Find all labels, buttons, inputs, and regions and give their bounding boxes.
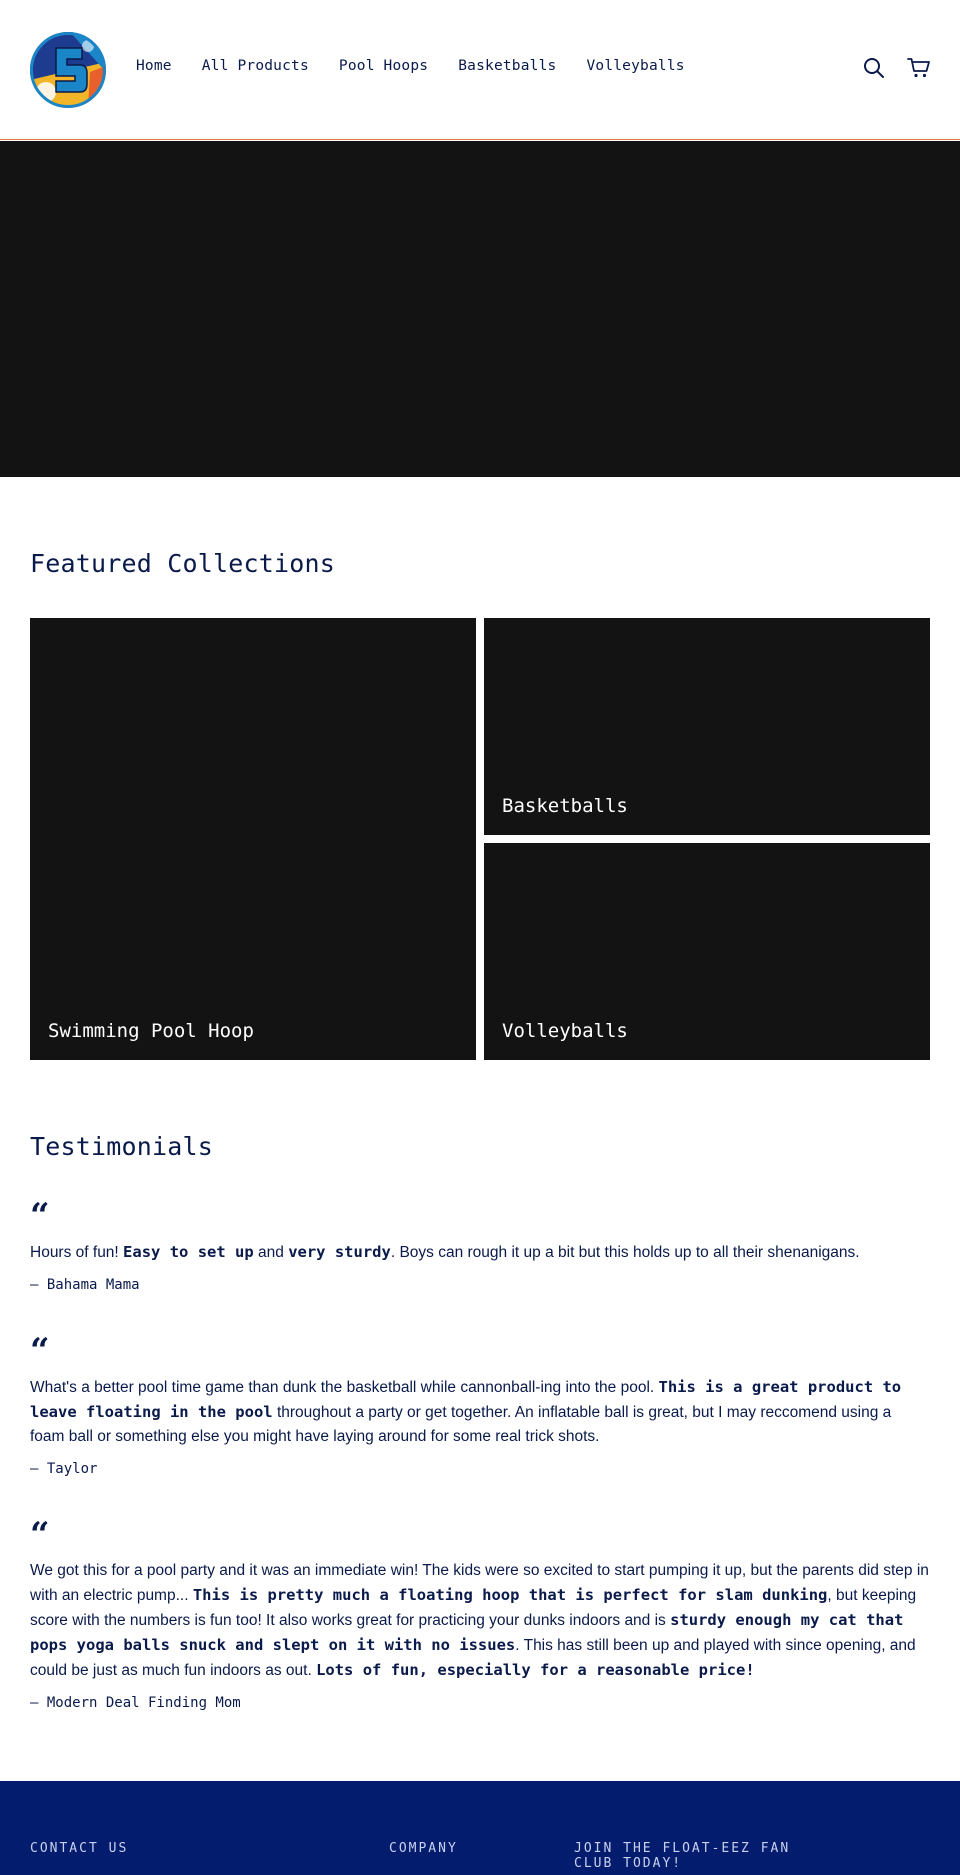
testimonial-text — [30, 1559, 930, 1683]
testimonial — [30, 1196, 930, 1293]
body-text: Hours of fun! — [30, 1244, 124, 1261]
testimonial-text — [30, 1240, 930, 1265]
testimonial — [30, 1331, 930, 1477]
emphasis-text: Lots of fun, especially for a reasonable price! — [316, 1661, 755, 1679]
nav-volleyballs[interactable]: Volleyballs — [586, 58, 685, 74]
quote-icon: “ — [30, 1331, 50, 1371]
brand-logo-icon[interactable] — [30, 32, 106, 108]
collection-label: Swimming Pool Hoop — [48, 1020, 254, 1042]
collection-label: Basketballs — [502, 795, 628, 817]
testimonial-author: — Bahama Mama — [30, 1277, 140, 1293]
nav-all-products[interactable]: All Products — [201, 58, 309, 74]
testimonial — [30, 1515, 930, 1711]
testimonial-author: — Taylor — [30, 1461, 98, 1477]
cart-icon[interactable] — [907, 56, 931, 80]
body-text: We got this for a pool party and it was an immediate win! The kids were so excited to start pumping it up, but the parents did step in with an electric pump... — [30, 1562, 929, 1604]
body-text: What's a better pool time game than dunk the basketball while cannonball-ing into the pool. — [30, 1379, 659, 1396]
body-text: throughout a party or get together. An inflatable ball is great, but I may reccomend using a foam ball or something else you might have laying around for some real trick shots. — [30, 1404, 892, 1445]
quote-icon: “ — [30, 1196, 50, 1236]
featured-collections-title: Featured Collections — [30, 549, 336, 578]
quote-icon: “ — [30, 1515, 50, 1555]
site-header — [0, 0, 960, 140]
emphasis-text: Easy to set up — [123, 1243, 254, 1261]
collection-label: Volleyballs — [502, 1020, 628, 1042]
body-text: . Boys can rough it up a bit but this holds up to all their shenanigans. — [390, 1244, 860, 1261]
main-nav — [136, 58, 685, 74]
hero-banner — [0, 141, 960, 477]
nav-pool-hoops[interactable]: Pool Hoops — [338, 58, 429, 74]
emphasis-text: This is pretty much a floating hoop that is perfect for slam dunking — [192, 1586, 828, 1604]
footer-contact-heading: CONTACT US — [30, 1841, 129, 1856]
emphasis-text: very sturdy — [288, 1243, 391, 1261]
emphasis-text: sturdy enough my cat that pops yoga balls snuck and slept on it with no issues — [30, 1611, 904, 1654]
collection-tile-volleyballs[interactable] — [484, 843, 930, 1060]
testimonial-text — [30, 1375, 930, 1449]
body-text: and — [253, 1244, 289, 1261]
search-icon[interactable] — [862, 56, 886, 80]
emphasis-text: This is a great product to leave floating in the pool — [30, 1378, 902, 1421]
nav-home[interactable]: Home — [136, 58, 172, 74]
nav-basketballs[interactable]: Basketballs — [458, 58, 557, 74]
body-text: , but keeping score with the numbers is fun too! It also works great for practicing your dunks indoors and is — [30, 1587, 917, 1629]
testimonial-author: — Modern Deal Finding Mom — [30, 1695, 241, 1711]
collection-tile-basketballs[interactable] — [484, 618, 930, 835]
footer-company-heading: COMPANY — [389, 1841, 458, 1856]
body-text: . This has still been up and played with since opening, and could be just as much fun indoors as out. — [30, 1637, 916, 1679]
footer-newsletter-heading: JOIN THE FLOAT-EEZ FAN CLUB TODAY! — [574, 1841, 791, 1871]
testimonials-title: Testimonials — [30, 1132, 214, 1161]
collection-tile-swimming-pool-hoop[interactable] — [30, 618, 476, 1060]
